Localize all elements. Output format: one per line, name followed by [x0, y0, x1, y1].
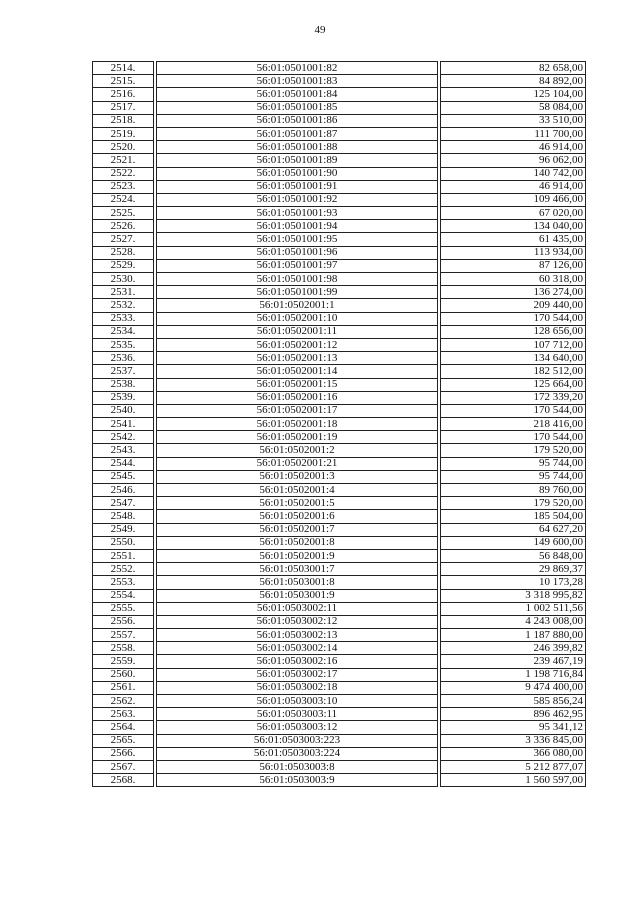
table-row — [93, 378, 586, 391]
table-row — [93, 259, 586, 272]
row-number-cell: 2550. — [93, 536, 154, 549]
cadastral-number-cell: 56:01:0501001:92 — [157, 193, 438, 206]
value-cell: 58 084,00 — [441, 101, 586, 114]
table-row — [93, 338, 586, 351]
row-number-cell: 2535. — [93, 338, 154, 351]
value-cell: 5 212 877,07 — [441, 760, 586, 773]
cadastral-number-cell: 56:01:0501001:82 — [157, 62, 438, 75]
value-cell: 61 435,00 — [441, 233, 586, 246]
table-row — [93, 681, 586, 694]
table-row — [93, 470, 586, 483]
row-number-cell: 2556. — [93, 615, 154, 628]
table-row — [93, 141, 586, 154]
table-row — [93, 75, 586, 88]
row-number-cell: 2528. — [93, 246, 154, 259]
table-row — [93, 668, 586, 681]
table-row — [93, 523, 586, 536]
table-row — [93, 114, 586, 127]
value-cell: 95 744,00 — [441, 457, 586, 470]
value-cell: 109 466,00 — [441, 193, 586, 206]
table-row — [93, 615, 586, 628]
row-number-cell: 2555. — [93, 602, 154, 615]
row-number-cell: 2521. — [93, 154, 154, 167]
row-number-cell: 2565. — [93, 734, 154, 747]
row-number-cell: 2562. — [93, 695, 154, 708]
row-number-cell: 2541. — [93, 418, 154, 431]
value-cell: 172 339,20 — [441, 391, 586, 404]
table-row — [93, 273, 586, 286]
cadastral-number-cell: 56:01:0501001:96 — [157, 246, 438, 259]
cadastral-number-cell: 56:01:0502001:12 — [157, 338, 438, 351]
value-cell: 239 467,19 — [441, 655, 586, 668]
table-row — [93, 760, 586, 773]
value-cell: 10 173,28 — [441, 576, 586, 589]
value-cell: 84 892,00 — [441, 75, 586, 88]
value-cell: 89 760,00 — [441, 484, 586, 497]
row-number-cell: 2518. — [93, 114, 154, 127]
table-body — [93, 62, 586, 787]
table-row — [93, 193, 586, 206]
table-row — [93, 734, 586, 747]
row-number-cell: 2554. — [93, 589, 154, 602]
row-number-cell: 2531. — [93, 286, 154, 299]
row-number-cell: 2525. — [93, 207, 154, 220]
row-number-cell: 2558. — [93, 642, 154, 655]
row-number-cell: 2547. — [93, 497, 154, 510]
row-number-cell: 2514. — [93, 62, 154, 75]
row-number-cell: 2540. — [93, 404, 154, 417]
cadastral-number-cell: 56:01:0503003:224 — [157, 747, 438, 760]
value-cell: 170 544,00 — [441, 431, 586, 444]
cadastral-number-cell: 56:01:0503003:223 — [157, 734, 438, 747]
table-row — [93, 708, 586, 721]
row-number-cell: 2564. — [93, 721, 154, 734]
table-row — [93, 774, 586, 787]
table-row — [93, 549, 586, 562]
table-row — [93, 101, 586, 114]
row-number-cell: 2548. — [93, 510, 154, 523]
value-cell: 218 416,00 — [441, 418, 586, 431]
table-row — [93, 695, 586, 708]
value-cell: 1 198 716,84 — [441, 668, 586, 681]
table-row — [93, 576, 586, 589]
table-row — [93, 246, 586, 259]
cadastral-number-cell: 56:01:0501001:97 — [157, 259, 438, 272]
table-row — [93, 536, 586, 549]
value-cell: 46 914,00 — [441, 180, 586, 193]
cadastral-number-cell: 56:01:0502001:21 — [157, 457, 438, 470]
value-cell: 185 504,00 — [441, 510, 586, 523]
table-row — [93, 207, 586, 220]
value-cell: 896 462,95 — [441, 708, 586, 721]
cadastral-number-cell: 56:01:0503002:11 — [157, 602, 438, 615]
table-row — [93, 312, 586, 325]
value-cell: 82 658,00 — [441, 62, 586, 75]
table-row — [93, 391, 586, 404]
cadastral-number-cell: 56:01:0503003:12 — [157, 721, 438, 734]
table-row — [93, 602, 586, 615]
value-cell: 179 520,00 — [441, 444, 586, 457]
row-number-cell: 2537. — [93, 365, 154, 378]
value-cell: 56 848,00 — [441, 549, 586, 562]
table-row — [93, 88, 586, 101]
table-row — [93, 167, 586, 180]
table-row — [93, 325, 586, 338]
cadastral-number-cell: 56:01:0502001:19 — [157, 431, 438, 444]
table-row — [93, 497, 586, 510]
cadastral-number-cell: 56:01:0502001:17 — [157, 404, 438, 417]
value-cell: 96 062,00 — [441, 154, 586, 167]
cadastral-number-cell: 56:01:0503003:10 — [157, 695, 438, 708]
row-number-cell: 2532. — [93, 299, 154, 312]
cadastral-number-cell: 56:01:0501001:86 — [157, 114, 438, 127]
row-number-cell: 2524. — [93, 193, 154, 206]
value-cell: 1 560 597,00 — [441, 774, 586, 787]
table-row — [93, 589, 586, 602]
row-number-cell: 2534. — [93, 325, 154, 338]
table-row — [93, 629, 586, 642]
table-row — [93, 220, 586, 233]
table-row — [93, 721, 586, 734]
value-cell: 67 020,00 — [441, 207, 586, 220]
cadastral-number-cell: 56:01:0503002:12 — [157, 615, 438, 628]
value-cell: 128 656,00 — [441, 325, 586, 338]
value-cell: 134 040,00 — [441, 220, 586, 233]
row-number-cell: 2557. — [93, 629, 154, 642]
cadastral-number-cell: 56:01:0503003:9 — [157, 774, 438, 787]
row-number-cell: 2522. — [93, 167, 154, 180]
cadastral-number-cell: 56:01:0501001:98 — [157, 273, 438, 286]
cadastral-number-cell: 56:01:0502001:10 — [157, 312, 438, 325]
value-cell: 140 742,00 — [441, 167, 586, 180]
table-row — [93, 286, 586, 299]
value-cell: 585 856,24 — [441, 695, 586, 708]
cadastral-number-cell: 56:01:0503002:17 — [157, 668, 438, 681]
value-cell: 4 243 008,00 — [441, 615, 586, 628]
table-row — [93, 642, 586, 655]
row-number-cell: 2519. — [93, 127, 154, 140]
cadastral-number-cell: 56:01:0501001:89 — [157, 154, 438, 167]
value-cell: 134 640,00 — [441, 352, 586, 365]
cadastral-number-cell: 56:01:0503003:11 — [157, 708, 438, 721]
value-cell: 125 664,00 — [441, 378, 586, 391]
cadastral-number-cell: 56:01:0503001:9 — [157, 589, 438, 602]
cadastral-number-cell: 56:01:0502001:15 — [157, 378, 438, 391]
cadastral-number-cell: 56:01:0502001:13 — [157, 352, 438, 365]
value-cell: 111 700,00 — [441, 127, 586, 140]
value-cell: 366 080,00 — [441, 747, 586, 760]
row-number-cell: 2536. — [93, 352, 154, 365]
value-cell: 46 914,00 — [441, 141, 586, 154]
row-number-cell: 2529. — [93, 259, 154, 272]
cadastral-number-cell: 56:01:0502001:2 — [157, 444, 438, 457]
cadastral-number-cell: 56:01:0501001:90 — [157, 167, 438, 180]
value-cell: 170 544,00 — [441, 312, 586, 325]
value-cell: 149 600,00 — [441, 536, 586, 549]
row-number-cell: 2542. — [93, 431, 154, 444]
row-number-cell: 2559. — [93, 655, 154, 668]
table-row — [93, 563, 586, 576]
cadastral-number-cell: 56:01:0502001:18 — [157, 418, 438, 431]
row-number-cell: 2551. — [93, 549, 154, 562]
cadastral-number-cell: 56:01:0502001:11 — [157, 325, 438, 338]
table-row — [93, 431, 586, 444]
table-row — [93, 62, 586, 75]
value-cell: 60 318,00 — [441, 273, 586, 286]
row-number-cell: 2546. — [93, 484, 154, 497]
value-cell: 113 934,00 — [441, 246, 586, 259]
cadastral-number-cell: 56:01:0501001:94 — [157, 220, 438, 233]
row-number-cell: 2549. — [93, 523, 154, 536]
value-cell: 107 712,00 — [441, 338, 586, 351]
cadastral-number-cell: 56:01:0503002:16 — [157, 655, 438, 668]
row-number-cell: 2526. — [93, 220, 154, 233]
table-row — [93, 352, 586, 365]
cadastral-number-cell: 56:01:0502001:7 — [157, 523, 438, 536]
table-row — [93, 510, 586, 523]
value-cell: 87 126,00 — [441, 259, 586, 272]
row-number-cell: 2523. — [93, 180, 154, 193]
row-number-cell: 2530. — [93, 273, 154, 286]
cadastral-number-cell: 56:01:0502001:5 — [157, 497, 438, 510]
cadastral-number-cell: 56:01:0501001:88 — [157, 141, 438, 154]
cadastral-number-cell: 56:01:0501001:85 — [157, 101, 438, 114]
cadastral-number-cell: 56:01:0501001:93 — [157, 207, 438, 220]
cadastral-number-cell: 56:01:0502001:14 — [157, 365, 438, 378]
cadastral-number-cell: 56:01:0501001:99 — [157, 286, 438, 299]
value-cell: 182 512,00 — [441, 365, 586, 378]
cadastral-number-cell: 56:01:0503003:8 — [157, 760, 438, 773]
table-row — [93, 299, 586, 312]
cadastral-number-cell: 56:01:0501001:91 — [157, 180, 438, 193]
value-cell: 29 869,37 — [441, 563, 586, 576]
value-cell: 95 744,00 — [441, 470, 586, 483]
value-cell: 1 187 880,00 — [441, 629, 586, 642]
table-row — [93, 747, 586, 760]
value-cell: 125 104,00 — [441, 88, 586, 101]
row-number-cell: 2517. — [93, 101, 154, 114]
value-cell: 136 274,00 — [441, 286, 586, 299]
cadastral-number-cell: 56:01:0502001:9 — [157, 549, 438, 562]
value-cell: 170 544,00 — [441, 404, 586, 417]
value-cell: 9 474 400,00 — [441, 681, 586, 694]
row-number-cell: 2566. — [93, 747, 154, 760]
row-number-cell: 2520. — [93, 141, 154, 154]
table-row — [93, 444, 586, 457]
cadastral-number-cell: 56:01:0502001:1 — [157, 299, 438, 312]
row-number-cell: 2515. — [93, 75, 154, 88]
table-row — [93, 127, 586, 140]
cadastral-number-cell: 56:01:0503002:13 — [157, 629, 438, 642]
cadastral-number-cell: 56:01:0501001:83 — [157, 75, 438, 88]
value-cell: 209 440,00 — [441, 299, 586, 312]
table-row — [93, 365, 586, 378]
row-number-cell: 2561. — [93, 681, 154, 694]
page-number: 49 — [314, 24, 326, 36]
row-number-cell: 2552. — [93, 563, 154, 576]
row-number-cell: 2560. — [93, 668, 154, 681]
table-row — [93, 154, 586, 167]
cadastral-number-cell: 56:01:0502001:8 — [157, 536, 438, 549]
cadastral-number-cell: 56:01:0501001:84 — [157, 88, 438, 101]
row-number-cell: 2567. — [93, 760, 154, 773]
cadastral-number-cell: 56:01:0503001:7 — [157, 563, 438, 576]
value-cell: 3 318 995,82 — [441, 589, 586, 602]
value-cell: 1 002 511,56 — [441, 602, 586, 615]
value-cell: 64 627,20 — [441, 523, 586, 536]
row-number-cell: 2543. — [93, 444, 154, 457]
value-cell: 246 399,82 — [441, 642, 586, 655]
row-number-cell: 2568. — [93, 774, 154, 787]
cadastral-number-cell: 56:01:0503002:18 — [157, 681, 438, 694]
row-number-cell: 2553. — [93, 576, 154, 589]
cadastral-number-cell: 56:01:0501001:87 — [157, 127, 438, 140]
cadastral-value-table — [92, 61, 586, 787]
cadastral-number-cell: 56:01:0502001:4 — [157, 484, 438, 497]
table-row — [93, 457, 586, 470]
cadastral-number-cell: 56:01:0502001:16 — [157, 391, 438, 404]
cadastral-number-cell: 56:01:0501001:95 — [157, 233, 438, 246]
row-number-cell: 2563. — [93, 708, 154, 721]
row-number-cell: 2527. — [93, 233, 154, 246]
value-cell: 179 520,00 — [441, 497, 586, 510]
row-number-cell: 2516. — [93, 88, 154, 101]
table-row — [93, 418, 586, 431]
row-number-cell: 2544. — [93, 457, 154, 470]
row-number-cell: 2533. — [93, 312, 154, 325]
row-number-cell: 2539. — [93, 391, 154, 404]
row-number-cell: 2545. — [93, 470, 154, 483]
cadastral-number-cell: 56:01:0502001:3 — [157, 470, 438, 483]
table-row — [93, 404, 586, 417]
value-cell: 3 336 845,00 — [441, 734, 586, 747]
row-number-cell: 2538. — [93, 378, 154, 391]
cadastral-number-cell: 56:01:0503001:8 — [157, 576, 438, 589]
value-cell: 95 341,12 — [441, 721, 586, 734]
table-row — [93, 180, 586, 193]
value-cell: 33 510,00 — [441, 114, 586, 127]
table-row — [93, 655, 586, 668]
cadastral-number-cell: 56:01:0502001:6 — [157, 510, 438, 523]
table-row — [93, 484, 586, 497]
table-row — [93, 233, 586, 246]
cadastral-number-cell: 56:01:0503002:14 — [157, 642, 438, 655]
